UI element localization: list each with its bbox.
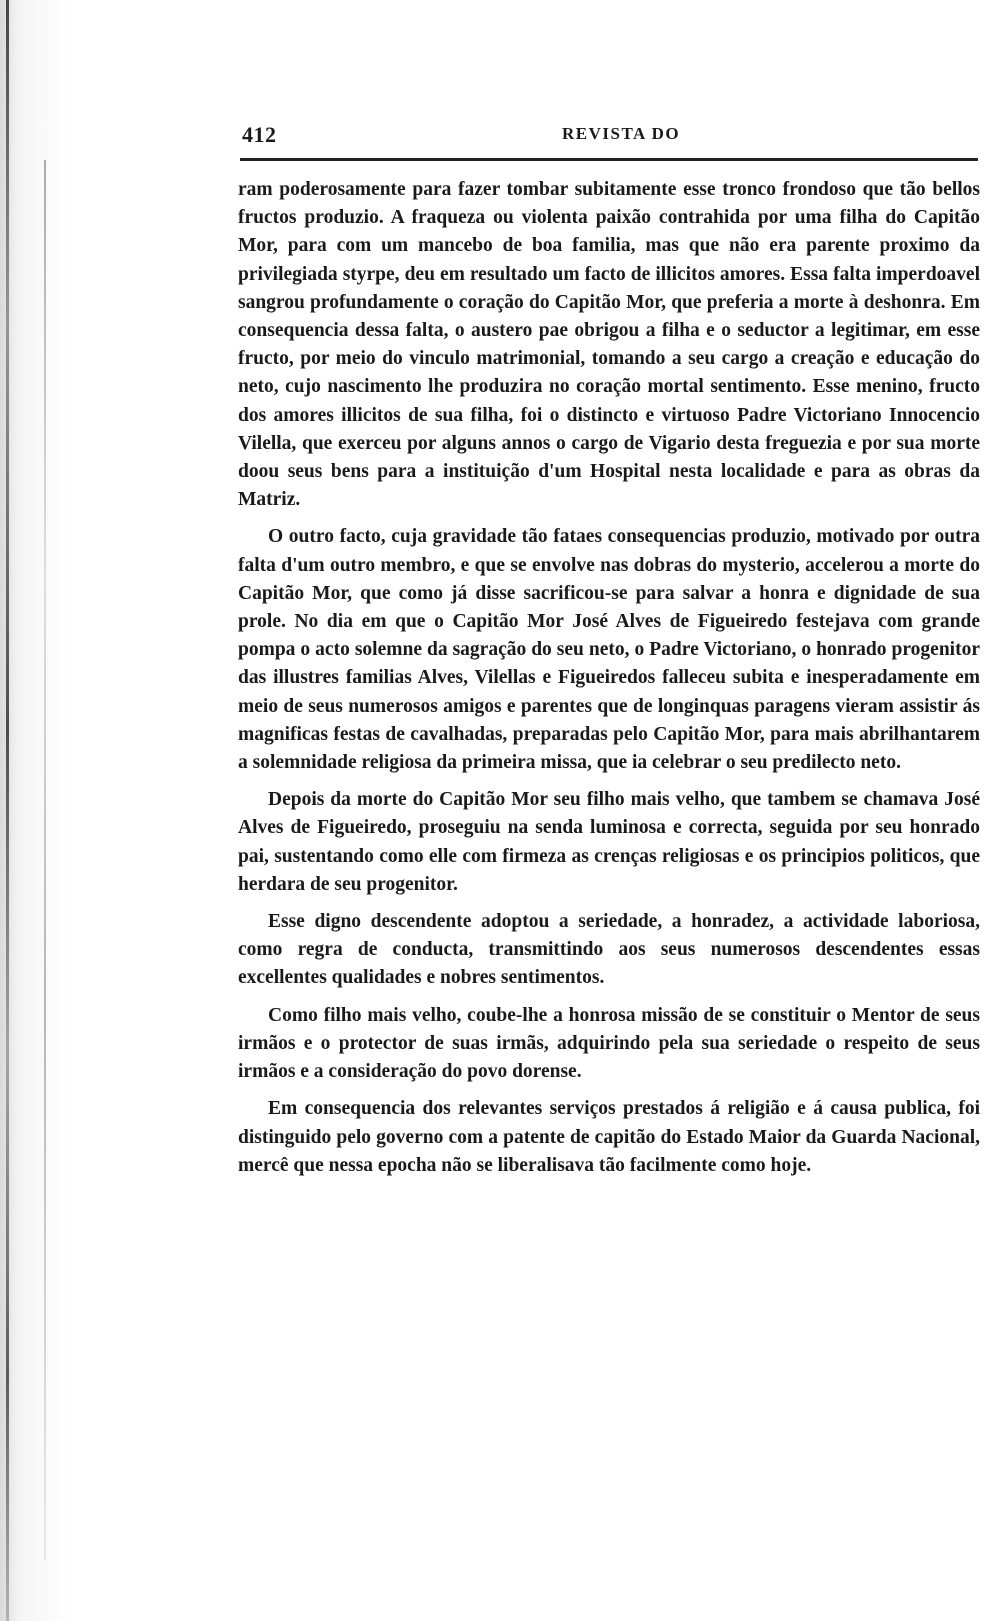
paragraph-5: Como filho mais velho, coube-lhe a honrosa missão de se constituir o Mentor de seus irmãos e o protector de suas irmãs, adquirindo pela sua seriedade o respeito de seus irmãos e a consideração do povo dorense. [238, 1004, 980, 1083]
paragraph-1: ram poderosamente para fazer tombar subitamente esse tronco frondoso que tão bellos fructos produzio. A fraqueza ou violenta paixão contrahida por uma filha do Capitão Mor, para com um mancebo de boa familia, mas que não era parente proximo da privilegiada styrpe, deu em resultado um facto de illicitos amores. Essa falta imperdoavel sangrou profundamente o coração do Capitão Mor, que preferia a morte à deshonra. Em consequencia dessa falta, o austero pae obrigou a filha e o seductor a legitimar, em esse fructo, por meio do vinculo matrimonial, tomando a seu cargo a creação e educação do neto, cujo nascimento lhe produzira no coração mortal sentimento. Esse menino, fructo dos amores illicitos de sua filha, foi o distincto e virtuoso Padre Victoriano Innocencio Vilella, que exerceu por alguns annos o cargo de Vigario desta freguezia e por sua morte doou seus bens para a instituição d'um Hospital nesta localidade e para as obras da Matriz. [238, 179, 980, 511]
paragraph-3: Depois da morte do Capitão Mor seu filho mais velho, que tambem se chamava José Alves de Figueiredo, proseguiu na senda luminosa e correcta, seguida por seu honrado pai, sustentando como elle com firmeza as crenças religiosas e os principios politicos, que herdara de seu progenitor. [238, 789, 980, 895]
paragraph-2: O outro facto, cuja gravidade tão fataes consequencias produzio, motivado por outra falta d'um outro membro, e que se envolve nas dobras do mysterio, accelerou a morte do Capitão Mor, que como já disse sacrificou-se para salvar a honra e dignidade de sua prole. No dia em que o Capitão Mor José Alves de Figueiredo festejava com grande pompa o acto solemne da sagração do seu neto, o Padre Victoriano, o honrado progenitor das illustres familias Alves, Vilellas e Figueiredos falleceu subita e inesperadamente em meio de seus numerosos amigos e parentes que de longinquas paragens vieram assistir ás magnificas festas de cavalhadas, preparadas pelo Capitão Mor, para mais abrilhantarem a solemnidade religiosa da primeira missa, que ia celebrar o seu predilecto neto. [238, 526, 980, 774]
paragraph-6: Em consequencia dos relevantes serviços prestados á religião e á causa publica, foi distinguido pelo governo com a patente de capitão do Estado Maior da Guarda Nacional, mercê que nessa epocha não se liberalisava tão facilmente como hoje. [238, 1098, 980, 1176]
running-head: REVISTA DO [562, 124, 681, 143]
scan-edge-line-inner [44, 160, 46, 1560]
paragraph-4: Esse digno descendente adoptou a seriedade, a honradez, a actividade laboriosa, como regra de conducta, transmittindo aos seus numerosos descendentes essas excellentes qualidades e nobres sentimentos. [238, 911, 980, 989]
page-header [242, 122, 978, 158]
page-number: 412 [242, 122, 277, 147]
scan-edge-line [6, 0, 9, 1621]
header-rule [240, 158, 978, 161]
scan-edge-shadow [0, 0, 70, 1621]
body-text [238, 176, 980, 1189]
